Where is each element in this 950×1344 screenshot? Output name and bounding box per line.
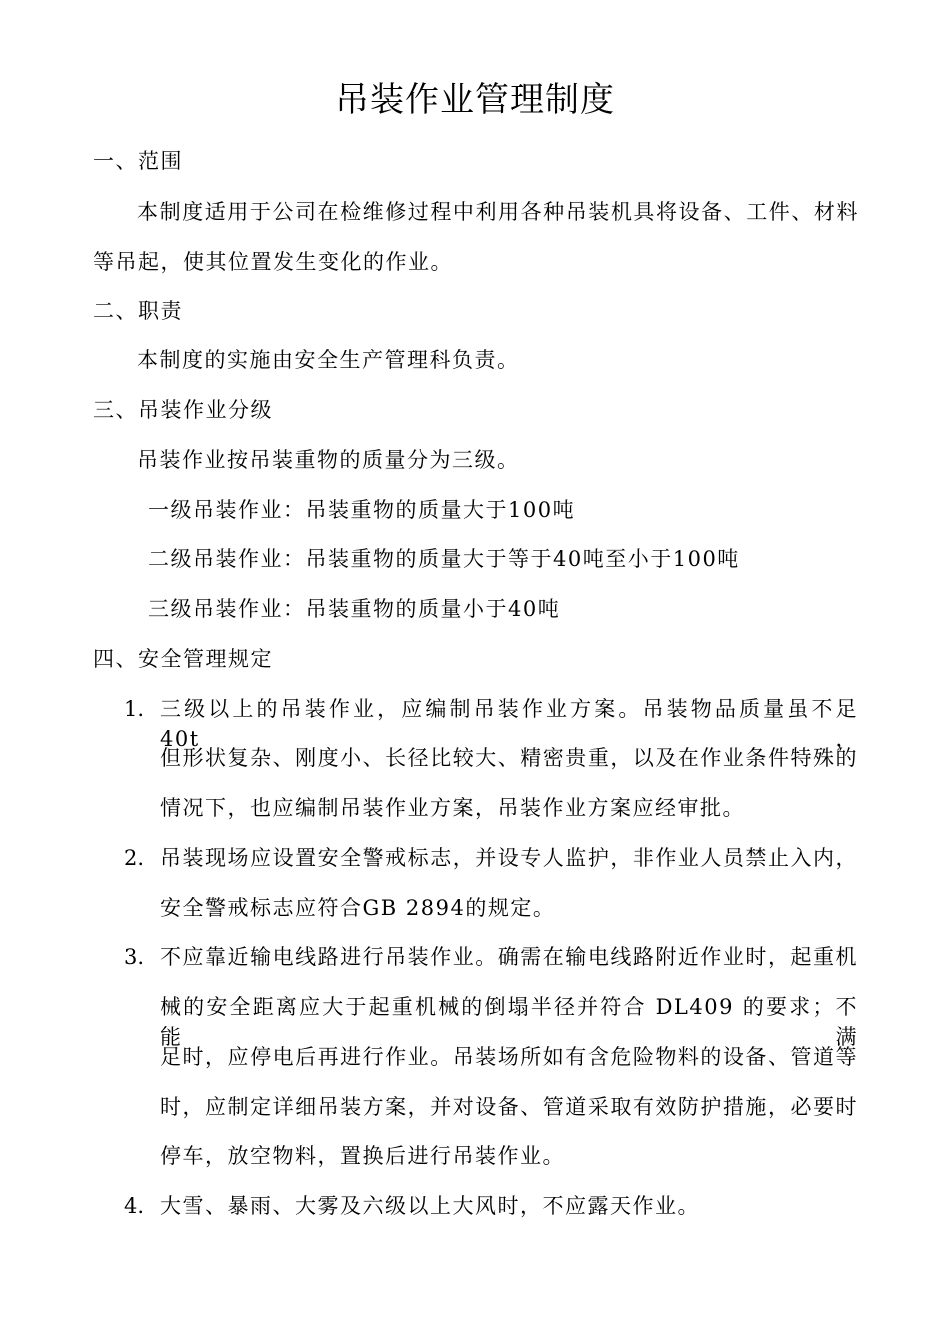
rule-1-line-2: 但形状复杂、刚度小、长径比较大、精密贵重，以及在作业条件特殊的 bbox=[160, 746, 858, 770]
classification-intro: 吊装作业按吊装重物的质量分为三级。 bbox=[137, 448, 520, 472]
rule-1-line-1: 三级以上的吊装作业，应编制吊装作业方案。吊装物品质量虽不足40t， bbox=[160, 697, 858, 751]
list-item-number: 1. bbox=[124, 697, 145, 721]
scope-paragraph-line-1: 本制度适用于公司在检维修过程中利用各种吊装机具将设备、工件、材料 bbox=[137, 200, 859, 224]
classification-level-2: 二级吊装作业：吊装重物的质量大于等于40吨至小于100吨 bbox=[148, 547, 740, 571]
section-heading-scope: 一、范围 bbox=[93, 149, 183, 173]
list-item-number: 2. bbox=[124, 846, 145, 870]
rule-3-line-5: 停车，放空物料，置换后进行吊装作业。 bbox=[160, 1144, 565, 1168]
page-title: 吊装作业管理制度 bbox=[335, 80, 615, 120]
section-heading-responsibility: 二、职责 bbox=[93, 299, 183, 323]
rule-2-line-1: 吊装现场应设置安全警戒标志，并设专人监护，非作业人员禁止入内， bbox=[160, 846, 858, 870]
rule-2-line-2: 安全警戒标志应符合GB 2894的规定。 bbox=[160, 896, 556, 920]
list-item-number: 4. bbox=[124, 1194, 145, 1218]
rule-3-line-2: 械的安全距离应大于起重机械的倒塌半径并符合 DL409 的要求；不能满 bbox=[160, 995, 858, 1049]
classification-level-1: 一级吊装作业：吊装重物的质量大于100吨 bbox=[148, 498, 576, 522]
list-item-number: 3. bbox=[124, 945, 145, 969]
rule-3-line-3: 足时，应停电后再进行作业。吊装场所如有含危险物料的设备、管道等 bbox=[160, 1045, 858, 1069]
rule-4-line-1: 大雪、暴雨、大雾及六级以上大风时，不应露天作业。 bbox=[160, 1194, 700, 1218]
section-heading-classification: 三、吊装作业分级 bbox=[93, 398, 273, 422]
responsibility-paragraph: 本制度的实施由安全生产管理科负责。 bbox=[137, 348, 520, 372]
rule-3-line-4: 时，应制定详细吊装方案，并对设备、管道采取有效防护措施，必要时 bbox=[160, 1095, 858, 1119]
classification-level-3: 三级吊装作业：吊装重物的质量小于40吨 bbox=[148, 597, 561, 621]
section-heading-safety-rules: 四、安全管理规定 bbox=[93, 647, 273, 671]
rule-3-line-1: 不应靠近输电线路进行吊装作业。确需在输电线路附近作业时，起重机 bbox=[160, 945, 858, 969]
scope-paragraph-line-2: 等吊起，使其位置发生变化的作业。 bbox=[93, 250, 453, 274]
rule-1-line-3: 情况下，也应编制吊装作业方案，吊装作业方案应经审批。 bbox=[160, 796, 745, 820]
